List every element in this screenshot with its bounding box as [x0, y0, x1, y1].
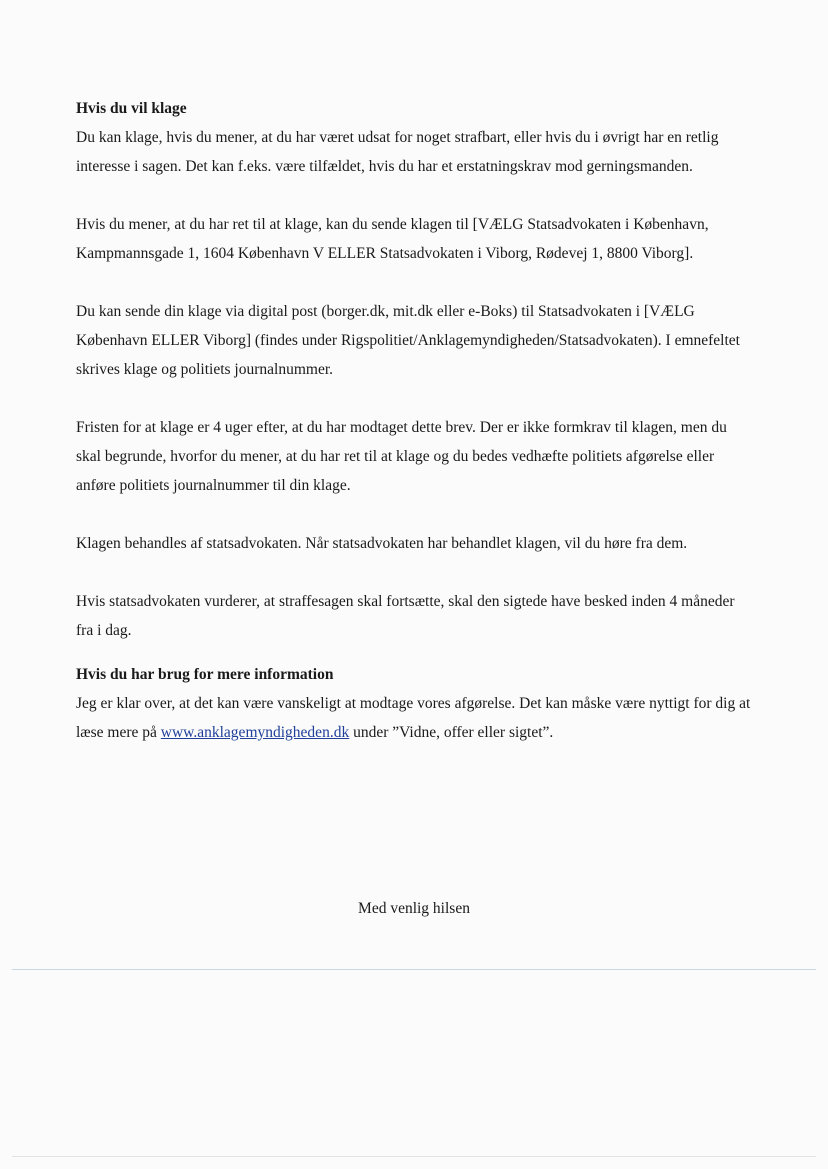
- paragraph-who-can-complain: Du kan klage, hvis du mener, at du har været udsat for noget strafbart, eller hvis du i øvrigt har en retlig interesse i sagen. Det kan f.eks. være tilfældet, hvis du har et erstatningskrav mod gerningsmanden.: [76, 129, 719, 175]
- closing-greeting: Med venlig hilsen: [358, 900, 470, 917]
- page-bottom-edge: [12, 1156, 816, 1157]
- footer-divider: [12, 969, 816, 970]
- info-text-after-link: under ”Vidne, offer eller sigtet”.: [349, 724, 554, 741]
- paragraph-more-information: [76, 689, 751, 747]
- anklagemyndigheden-link[interactable]: www.anklagemyndigheden.dk: [160, 724, 350, 741]
- paragraph-continuation: Hvis statsadvokaten vurderer, at straffesagen skal fortsætte, skal den sigtede have besked inden 4 måneder fra i dag.: [76, 593, 735, 639]
- paragraph-deadline: Fristen for at klage er 4 uger efter, at du har modtaget dette brev. Der er ikke formkrav til klagen, men du skal begrunde, hvorfor du mener, at du har ret til at klage og du bedes vedhæfte politiets afgørelse eller anføre politiets journalnummer til din klage.: [76, 419, 727, 494]
- heading-complaint: Hvis du vil klage: [76, 100, 187, 117]
- paragraph-handling: Klagen behandles af statsadvokaten. Når statsadvokaten har behandlet klagen, vil du høre fra dem.: [76, 535, 688, 552]
- paragraph-where-to-send: Hvis du mener, at du har ret til at klage, kan du sende klagen til [VÆLG Statsadvokaten i København, Kampmannsgade 1, 1604 København V ELLER Statsadvokaten i Viborg, Rødevej 1, 8800 Viborg].: [76, 216, 709, 262]
- info-text-before-link: Jeg er klar over, at det kan være vanskeligt at modtage vores afgørelse. Det kan måske være nyttigt for dig at læse mere på: [76, 695, 751, 741]
- letter-body: [76, 94, 751, 776]
- paragraph-digital-post: Du kan sende din klage via digital post (borger.dk, mit.dk eller e-Boks) til Statsadvokaten i [VÆLG København ELLER Viborg] (findes under Rigspolitiet/Anklagemyndigheden/Statsadvokaten). I emnefeltet skrives klage og politiets journalnummer.: [76, 303, 740, 378]
- heading-more-information: Hvis du har brug for mere information: [76, 666, 334, 683]
